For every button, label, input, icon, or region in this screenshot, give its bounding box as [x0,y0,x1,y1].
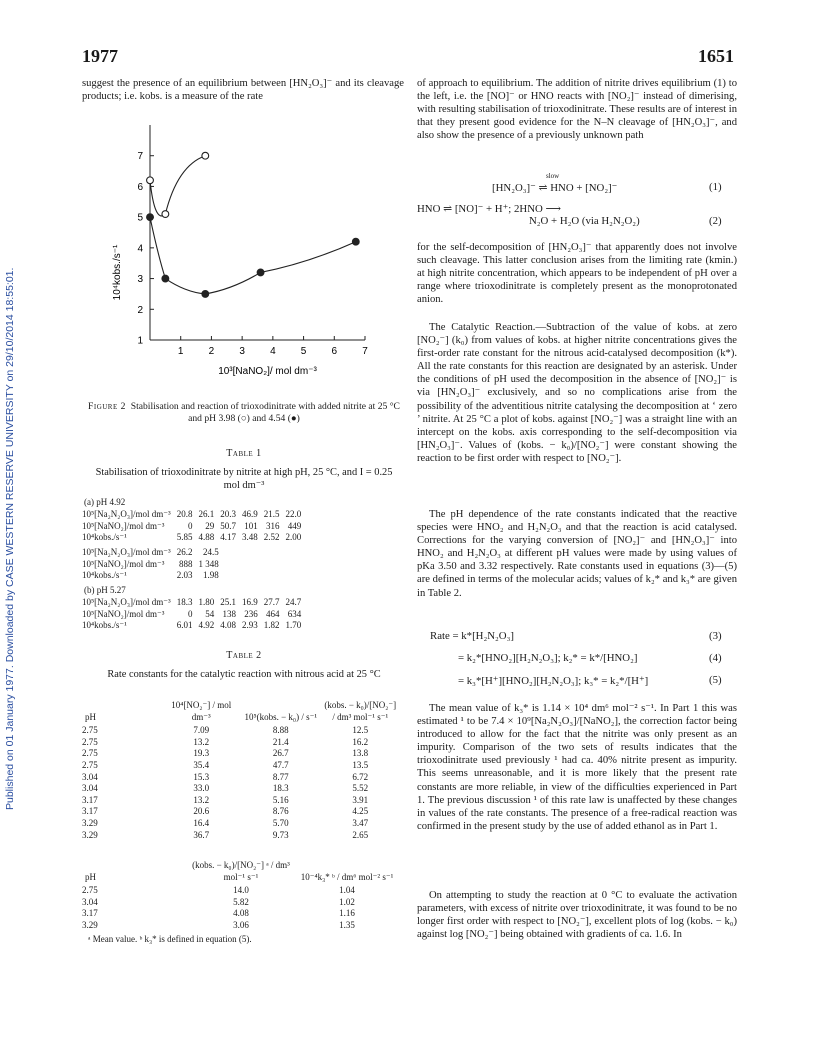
table-cell: 3.06 [233,919,249,930]
table-cell: 8.76 [272,806,289,817]
table-cell: 0 [188,520,193,531]
table-cell: 5.70 [272,817,289,828]
table-cell: 7.09 [193,725,210,736]
table-cell: 10⁵[Na₂N₂O₃]/mol dm⁻³ [82,547,171,557]
data-point-filled [202,291,209,298]
x-axis-label: 10³[NaNO₂]/ mol dm⁻³ [218,366,317,377]
x-tick-label: 4 [270,346,276,357]
data-point-open [202,152,209,159]
table-cell: 4.17 [220,532,236,543]
table-cell: 1.35 [339,919,355,930]
table-cell: 13.2 [193,736,210,747]
table-header-row [82,700,400,725]
table-row [82,772,400,784]
year-header: 1977 [82,46,118,66]
table-cell: 3.04 [82,771,98,782]
table-row [82,609,304,621]
table-cell: 3.91 [352,794,369,805]
page-number: 1651 [698,46,734,66]
table-cell: 2.03 [176,570,193,581]
table-cell: 35.4 [193,759,210,770]
data-point-open [147,177,154,184]
left-intro-text [82,77,404,103]
table-cell: 26.1 [198,509,215,519]
table-cell: 3.47 [352,817,369,828]
right-para-4 [417,508,737,600]
table-cell: 13.5 [352,759,369,770]
table-cell: 888 [179,558,193,569]
table-cell: 1.98 [203,570,219,581]
table-cell: 4.92 [198,620,215,631]
table-row [82,570,222,582]
table-cell: 19.3 [193,748,210,759]
table-cell: 236 [244,608,258,619]
table-cell: 464 [266,608,280,619]
table-cell: 10⁵[NaNO₂]/mol dm⁻³ [82,558,165,569]
table-header-row [82,860,400,885]
y-tick-label: 3 [137,274,143,286]
table-2-title: Rate constants for the catalytic reaction with nitrous acid at 25 °C [107,669,381,680]
publication-notice-sidebar [2,150,18,810]
figure-caption [86,401,402,425]
table-1-a-part2 [82,547,222,582]
table-cell: 36.7 [193,829,210,840]
table-row [82,748,400,760]
table-cell: 26.7 [272,748,289,759]
table-cell: 316 [266,520,280,531]
y-tick-label: 7 [137,151,143,163]
table-header-cell: (kobs. − k₀)/[NO₂⁻] / dm³ mol⁻¹ s⁻¹ [324,700,397,722]
para-activation-parameters: On attempting to study the reaction at 0 °C to evaluate the activation parameters, with excess of nitrite over trioxodinitrate, it was found to be no longer first order with respect to [NO₂⁻], excellent plots of log (kobs. − k₀) against log [NO₂⁻] being obtained with gradients of ca. 1.6. In [417,890,737,941]
figure-caption-text: Stabilisation and reaction of trioxodinitrate with added nitrite at 25 °C and pH 3.98 (○) and 4.54 (●) [130,401,400,424]
table-header-cell: 10⁻⁴k₃* ᵇ / dm⁶ mol⁻² s⁻¹ [300,871,394,882]
table-cell: 5.52 [352,783,369,794]
y-tick-label: 5 [137,212,143,224]
table-cell: 10⁵[Na₂N₂O₃]/mol dm⁻³ [82,597,171,607]
table-row [82,597,304,609]
table-cell: 138 [222,608,236,619]
series-curve-filled [150,217,356,294]
table-cell: 2.75 [82,736,98,747]
table-row [82,885,400,897]
table-cell: 4.88 [198,532,215,543]
table-header-cell: 10⁵(kobs. − k₀) / s⁻¹ [244,711,318,722]
intro-paragraph: suggest the presence of an equilibrium between [HN₂O₃]⁻ and its cleavage products; i.e. kobs. is a measure of the rate [82,78,404,103]
table-cell: 2.75 [82,885,98,896]
table-cell: 50.7 [220,520,236,531]
x-tick-label: 1 [177,346,184,357]
para-catalytic-reaction: The Catalytic Reaction.—Subtraction of the value of kobs. at zero [NO₂⁻] (k₀) from values of kobs. at higher nitrite concentrations gives the first-order rate constant for the nitrous acid-catalysed decomposition (k*). All the rate constants for this reaction are designated by an asterisk. Under the conditions of pH used the decomposition in the absence of [NO₂]⁻ is via [HN₂O₃]⁻ exclusively, and so no complications arise from the possibility of the adventitious nitrite catalysing the decomposition at ‘ zero ’ nitrite. At 25 °C a plot of kobs. against [NO₂⁻] was a straight line with an intercept on the kobs. axis corresponding to the self-decomposition via [HN₂O₃]⁻. Values of (kobs. − k₀)/[NO₂⁻] were constant showing the reaction to be first order with respect to [NO₂⁻]. [417,322,737,464]
table-header-cell: pH [85,711,96,722]
table-cell: 0 [188,608,193,619]
table-2-label: Table 2 [226,650,262,661]
para-approach-equilibrium: of approach to equilibrium. The addition of nitrite drives equilibrium (1) to the left, i.e. the [NO]⁻ or HNO reacts with [NO₂]⁻ instead of dimerising, with resulting stabilisation of trioxodinitrate. These results are of interest in that they present good evidence for the N–N cleavage of [HN₂O₃]⁻, and also show the presence of a previously unknown path [417,78,737,142]
table-cell: 10⁵[NaNO₂]/mol dm⁻³ [82,520,165,531]
table-row [82,818,400,830]
table-cell: 20.8 [176,509,193,519]
table-cell: 6.01 [176,620,193,631]
table-cell: 13.8 [352,748,369,759]
para-ph-dependence: The pH dependence of the rate constants indicated that the reactive species were HNO₂ and H₂N₂O₃ and that the reaction is acid catalysed. Corrections for the varying conversion of [NO₂]⁻ and [HN₂O₃]⁻ into HNO₂ and H₂N₂O₃ at different pH values were made by using values of pKa 3.50 and 3.32 respectively. Rate constants used in equations (3)—(5) are defined in terms of the molecular acids; values of k₂* and k₃* are given in Table 2. [417,509,737,599]
table-cell: 8.77 [272,771,289,782]
table-cell: 2.65 [352,829,369,840]
table-row [82,795,400,807]
table-row [82,620,304,632]
table-cell: 5.85 [176,532,193,543]
table-cell: 46.9 [242,509,258,519]
table-cell: 18.3 [176,597,193,607]
table-cell: 47.7 [272,759,289,770]
table-cell: 101 [244,520,258,531]
equation-4-number: (4) [709,652,722,664]
table-cell: 2.93 [242,620,258,631]
table-1-section-a: (a) pH 4.92 [84,497,126,507]
table-cell: 1 348 [198,558,219,569]
data-point-filled [147,214,154,221]
data-point-filled [162,275,169,282]
table-header-cell: 10⁴[NO₂⁻] / mol dm⁻³ [171,700,232,722]
table-cell: 1.82 [263,620,280,631]
table-row [82,521,304,533]
table-cell: 4.08 [233,908,249,919]
table-cell: 24.5 [203,547,219,557]
y-tick-label: 1 [137,335,143,347]
equation-1: [HN₂O₃]⁻ ⇌ HNO + [NO₂]⁻ [492,182,618,194]
table-cell: 25.1 [220,597,236,607]
table-cell: 21.5 [263,509,280,519]
table-cell: 24.7 [285,597,302,607]
equation-2-line1: HNO ⇌ [NO]⁻ + H⁺; 2HNO ⟶ [417,203,561,215]
x-tick-label: 3 [239,346,245,357]
table-row [82,547,222,559]
table-cell: 16.2 [352,736,369,747]
equation-1-number: (1) [709,181,722,193]
table-cell: 3.29 [82,829,98,840]
y-tick-label: 2 [137,304,143,316]
para-self-decomposition: for the self-decomposition of [HN₂O₃]⁻ that apparently does not involve such cleavage. This latter conclusion arises from the limiting rate (kmin.) at high nitrite concentration, which appears to be independent of pH over a range where trioxodinitrate is completely present as the monoprotonated anion. [417,242,737,306]
right-para-6 [417,889,737,941]
table-row [82,830,400,842]
y-tick-label: 6 [137,181,143,193]
table-cell: 5.82 [233,896,249,907]
table-1-section-b: (b) pH 5.27 [84,585,126,595]
publication-notice: Published on 01 January 1977. Downloaded by CASE WESTERN RESERVE UNIVERSITY on 29/10/2014 18:55:01. [4,267,16,810]
table-row [82,737,400,749]
table-cell: 27.7 [263,597,280,607]
table-cell: 4.08 [220,620,236,631]
table-cell: 3.17 [82,908,98,919]
table-row [82,908,400,920]
equation-3: Rate = k*[H₂N₂O₃] [430,630,514,642]
table-cell: 2.75 [82,748,98,759]
eq1-slow-label: slow [546,172,560,180]
right-para-5 [417,702,737,833]
table-cell: 22.0 [285,509,302,519]
table-1-a-part1 [82,509,304,544]
table-cell: 3.29 [82,817,98,828]
figure-label: Figure 2 [88,401,126,412]
table-cell: 10⁵[Na₂N₂O₃]/mol dm⁻³ [82,509,171,519]
table-cell: 13.2 [193,794,210,805]
x-tick-label: 2 [208,346,215,357]
data-point-filled [257,269,264,276]
table-row [82,806,400,818]
table-cell: 15.3 [193,771,210,782]
x-tick-label: 6 [331,346,338,357]
table-row [82,760,400,772]
table-cell: 20.6 [193,806,210,817]
equation-2-number: (2) [709,215,722,227]
table-cell: 5.16 [272,794,289,805]
table-2-footnote: ᵃ Mean value. ᵇ k₃* is defined in equation (5). [88,934,252,944]
table-cell: 54 [205,608,215,619]
right-para-1 [417,77,737,142]
table-header-cell: pH [85,871,96,882]
table-cell: 4.25 [352,806,369,817]
equation-5: = k₃*[H⁺][HNO₂][H₂N₂O₃]; k₃* = k₂*/[H⁺] [458,675,649,687]
table-row [82,783,400,795]
table-cell: 9.73 [272,829,289,840]
table-cell: 1.70 [285,620,302,631]
table-cell: 10⁵[NaNO₂]/mol dm⁻³ [82,608,165,619]
table-row [82,897,400,909]
right-para-3 [417,321,737,465]
table-row [82,725,400,737]
equation-2-line2: N₂O + H₂O (via H₂N₂O₂) [529,215,640,227]
table-cell: 3.17 [82,794,98,805]
table-cell: 2.75 [82,759,98,770]
table-cell: 10⁴kobs./s⁻¹ [82,532,127,543]
series-curve-open [150,156,205,216]
table-cell: 2.52 [263,532,280,543]
table-cell: 18.3 [272,783,289,794]
equation-5-number: (5) [709,674,722,686]
data-point-open [162,211,169,218]
table-1-b [82,597,304,632]
table-1-title: Stabilisation of trioxodinitrate by nitrite at high pH, 25 °C, and I = 0.25 mol dm⁻³ [95,467,393,491]
table-row [82,532,304,544]
table-cell: 634 [287,608,302,619]
table-cell: 1.80 [198,597,215,607]
table-1-label: Table 1 [226,448,262,459]
table-cell: 2.75 [82,725,98,736]
table-cell: 1.04 [339,885,355,896]
table-cell: 1.16 [339,908,355,919]
table-row [82,920,400,932]
equation-4: = k₂*[HNO₂][H₂N₂O₃]; k₂* = k*/[HNO₂] [458,652,638,664]
table-cell: 14.0 [233,885,249,896]
table-2-main [82,700,400,841]
table-cell: 3.04 [82,783,98,794]
table-cell: 10⁴kobs./s⁻¹ [82,570,127,581]
y-axis-label: 10⁴kobs./s⁻¹ [112,244,123,301]
para-mean-value: The mean value of k₃* is 1.14 × 10⁴ dm⁶ mol⁻² s⁻¹. In Part 1 this was estimated ¹ to be 7.4 × 10⁹[Na₂N₂O₃]/[NaNO₂], the correction factor being introduced to allow for the fact that the nitrite was only present as an impurity. Comparison of the two sets of results indicates that the trioxodinitrate used previously ¹ had ca. 40% nitrite present as impurity. This seems unreasonable, and it is more likely that the present rate constants are more reliable, in view of the difficulties experienced in Part 1. The previous discussion ¹ of this rate law is unaffected by these changes in values of the rate constants. The presence of a free-radical reaction was confirmed in the present study by the use of added ethanol as in Part 1. [417,703,737,832]
right-para-2 [417,241,737,306]
table-cell: 1.02 [339,896,355,907]
table-cell: 16.9 [242,597,258,607]
y-tick-label: 4 [137,243,143,255]
table-cell: 3.17 [82,806,98,817]
table-cell: 16.4 [193,817,210,828]
x-tick-label: 5 [300,346,307,357]
data-point-filled [352,238,359,245]
table-cell: 33.0 [193,783,210,794]
table-cell: 3.29 [82,919,98,930]
table-cell: 2.00 [285,532,302,543]
table-cell: 3.48 [242,532,258,543]
table-cell: 10⁴kobs./s⁻¹ [82,620,127,631]
equation-3-number: (3) [709,630,722,642]
figure-2-chart [100,115,390,390]
x-tick-label: 7 [362,346,368,357]
table-cell: 20.3 [220,509,236,519]
table-cell: 3.04 [82,896,98,907]
table-row [82,509,304,521]
table-cell: 26.2 [176,547,193,557]
table-cell: 29 [205,520,215,531]
table-cell: 21.4 [272,736,289,747]
table-row [82,559,222,571]
table-2-summary [82,860,400,932]
table-cell: 12.5 [352,725,369,736]
table-header-cell: (kobs. − k₀)/[NO₂⁻] ᵃ / dm³ mol⁻¹ s⁻¹ [192,860,290,882]
table-cell: 449 [287,520,302,531]
table-cell: 6.72 [352,771,369,782]
table-cell: 8.88 [272,725,289,736]
